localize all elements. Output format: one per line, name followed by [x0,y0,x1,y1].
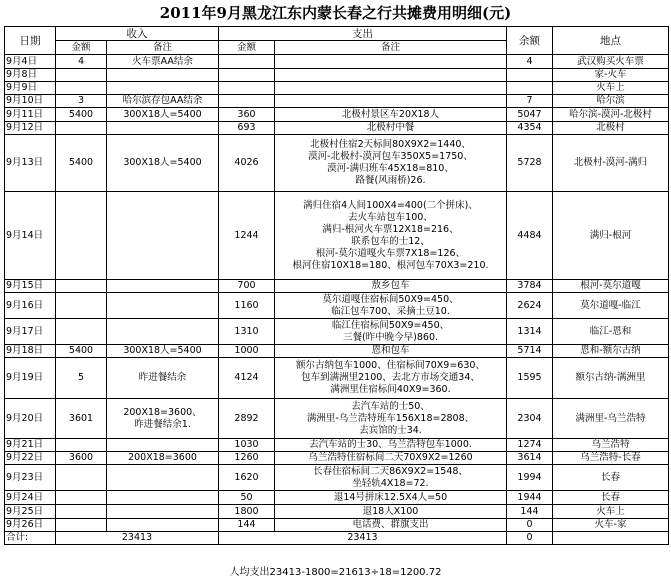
totals-balance: 0 [507,532,553,545]
row-place: 满洲里-乌兰浩特 [553,399,669,439]
row-expense-amount: 1620 [219,465,275,491]
row-date: 9月25日 [5,505,56,519]
row-date: 9月9日 [5,82,56,95]
row-balance: 2624 [507,293,553,319]
table-row [5,82,669,95]
row-income-note: 300X18人=5400 [107,135,219,192]
row-income-amount [56,192,107,280]
row-balance: 4 [507,55,553,69]
row-expense-note: 去汽车站的士50、 满洲里-乌兰浩特班车156X18=2808、 去宾馆的士34. [275,399,507,439]
row-date: 9月11日 [5,108,56,122]
row-balance [507,82,553,95]
row-place: 根河-莫尔道嘎 [553,280,669,293]
row-balance [507,69,553,82]
row-date: 9月21日 [5,439,56,452]
row-income-amount [56,122,107,135]
totals-income: 23413 [56,532,219,545]
row-income-amount [56,505,107,519]
row-expense-note [275,69,507,82]
row-expense-note: 去汽车站的士30、乌兰浩特包车1000. [275,439,507,452]
row-expense-amount: 1160 [219,293,275,319]
row-expense-note: 北极村住宿2天标间80X9X2=1440、 漠河-北极村-漠河包车350X5=1750、 漠河-满归班车45X18=810、 路餐(风雨桥)26. [275,135,507,192]
row-income-amount: 3 [56,95,107,108]
row-expense-amount [219,95,275,108]
row-expense-amount: 1000 [219,345,275,358]
totals-label: 合计: [5,532,56,545]
header-date: 日期 [5,27,56,55]
row-date: 9月17日 [5,319,56,345]
row-place: 家-火车 [553,69,669,82]
row-expense-note: 退14号拼床12.5X4人=50 [275,491,507,505]
row-date: 9月22日 [5,452,56,465]
row-place: 长春 [553,491,669,505]
row-date: 9月24日 [5,491,56,505]
header-expense: 支出 [219,27,507,41]
row-balance: 4484 [507,192,553,280]
row-expense-note: 长春住宿标间二天86X9X2=1548、 坐轻轨4X18=72. [275,465,507,491]
row-income-amount [56,293,107,319]
row-expense-amount: 1030 [219,439,275,452]
row-expense-amount [219,69,275,82]
table-row [5,505,669,519]
row-balance: 0 [507,519,553,532]
row-place: 额尔古纳-满洲里 [553,358,669,399]
table-row [5,465,669,491]
row-income-amount [56,82,107,95]
row-income-amount: 5 [56,358,107,399]
totals-place [553,532,669,545]
row-balance: 3784 [507,280,553,293]
row-income-amount [56,491,107,505]
header-place: 地点 [553,27,669,55]
table-row [5,439,669,452]
row-balance: 3614 [507,452,553,465]
row-income-note [107,122,219,135]
row-place: 乌兰浩特 [553,439,669,452]
table-row [5,280,669,293]
row-expense-amount: 693 [219,122,275,135]
row-date: 9月15日 [5,280,56,293]
row-place: 临江-恩和 [553,319,669,345]
row-income-amount [56,439,107,452]
row-date: 9月20日 [5,399,56,439]
row-income-amount: 5400 [56,108,107,122]
table-row [5,345,669,358]
header-expense-note: 备注 [275,41,507,55]
row-income-amount [56,519,107,532]
table-row [5,491,669,505]
row-balance: 1994 [507,465,553,491]
row-income-note: 300X18人=5400 [107,345,219,358]
row-expense-amount: 144 [219,519,275,532]
row-date: 9月14日 [5,192,56,280]
table-row [5,519,669,532]
row-expense-note: 北极村景区车20X18人 [275,108,507,122]
row-expense-note: 电话费、群旗支出 [275,519,507,532]
row-expense-amount: 1260 [219,452,275,465]
row-balance: 5728 [507,135,553,192]
row-place: 哈尔滨-漠河-北极村 [553,108,669,122]
table-row [5,293,669,319]
header-income: 收入 [56,27,219,41]
row-date: 9月23日 [5,465,56,491]
row-date: 9月12日 [5,122,56,135]
row-expense-note [275,82,507,95]
row-place: 武汉购买火车票 [553,55,669,69]
row-place: 哈尔滨 [553,95,669,108]
row-income-note [107,69,219,82]
row-expense-note: 莫尔道嘎住宿标间50X9=450、 临江包车700、采摘土豆10. [275,293,507,319]
row-place: 火车-家 [553,519,669,532]
row-income-note [107,465,219,491]
row-place: 北极村-漠河-满归 [553,135,669,192]
row-income-note [107,439,219,452]
row-expense-note: 乌兰浩特住宿标间二天70X9X2=1260 [275,452,507,465]
header-expense-amount: 金额 [219,41,275,55]
row-income-note [107,192,219,280]
row-income-amount: 3601 [56,399,107,439]
row-income-amount: 5400 [56,345,107,358]
row-income-note [107,519,219,532]
row-expense-amount: 1244 [219,192,275,280]
table-row [5,319,669,345]
row-balance: 7 [507,95,553,108]
row-expense-note: 额尔古纳包车1000、住宿标间70X9=630、 包车到满洲里2100、去北方市场交通34、 满洲里住宿标间40X9=360. [275,358,507,399]
row-income-note: 200X18=3600 [107,452,219,465]
row-place: 火车上 [553,505,669,519]
row-income-note: 哈尔滨存包AA结余 [107,95,219,108]
row-balance: 5714 [507,345,553,358]
row-date: 9月10日 [5,95,56,108]
row-expense-amount: 700 [219,280,275,293]
row-place: 长春 [553,465,669,491]
row-income-note [107,293,219,319]
row-date: 9月19日 [5,358,56,399]
row-income-note [107,319,219,345]
row-expense-amount [219,55,275,69]
row-income-note [107,280,219,293]
table-row [5,69,669,82]
row-balance: 4354 [507,122,553,135]
row-expense-note: 敖乡包车 [275,280,507,293]
row-income-amount: 3600 [56,452,107,465]
row-balance: 1944 [507,491,553,505]
row-balance: 2304 [507,399,553,439]
row-income-note: 火车票AA结余 [107,55,219,69]
row-place: 莫尔道嘎-临江 [553,293,669,319]
row-income-note [107,82,219,95]
row-income-amount: 5400 [56,135,107,192]
table-row [5,122,669,135]
table-row [5,108,669,122]
row-expense-note: 恩和包车 [275,345,507,358]
table-row [5,358,669,399]
row-place: 恩和-额尔古纳 [553,345,669,358]
row-income-note: 200X18=3600、 昨进餐结余1. [107,399,219,439]
row-balance: 1314 [507,319,553,345]
row-balance: 5047 [507,108,553,122]
table-row [5,452,669,465]
per-person-summary: 人均支出23413-1800=21613÷18=1200.72 [229,567,442,578]
row-balance: 1274 [507,439,553,452]
row-expense-amount: 2892 [219,399,275,439]
row-date: 9月4日 [5,55,56,69]
row-place: 北极村 [553,122,669,135]
row-income-amount [56,319,107,345]
expense-table [4,26,669,545]
totals-row [5,532,669,545]
row-expense-amount: 1800 [219,505,275,519]
table-row [5,95,669,108]
row-expense-amount: 4124 [219,358,275,399]
page-title: 2011年9月黑龙江东内蒙长春之行共摊费用明细(元) [159,4,512,22]
table-row [5,55,669,69]
row-expense-amount: 1310 [219,319,275,345]
row-expense-note: 北极村中餐 [275,122,507,135]
row-income-note [107,491,219,505]
row-date: 9月13日 [5,135,56,192]
row-income-note: 昨进餐结余 [107,358,219,399]
row-expense-amount: 360 [219,108,275,122]
header-row-top [5,27,669,41]
header-balance: 余额 [507,27,553,55]
header-income-note: 备注 [107,41,219,55]
row-balance: 1595 [507,358,553,399]
row-place: 满归-根河 [553,192,669,280]
row-income-note [107,505,219,519]
row-expense-amount: 50 [219,491,275,505]
row-income-amount [56,69,107,82]
totals-expense: 23413 [219,532,507,545]
row-date: 9月8日 [5,69,56,82]
row-expense-note: 退18人X100 [275,505,507,519]
row-expense-note: 临江住宿标间50X9=450、 三餐(昨中晚今早)860. [275,319,507,345]
expense-rows [5,55,669,532]
row-expense-note: 满归住宿4人间100X4=400(二个拼床)、 去火车站包车100、 满归-根河火车票12X18=216、 联系包车的士12、 根河-莫尔道嘎火车票7X18=126、 根河住宿10X18=180、根河包车70X3=210. [275,192,507,280]
row-date: 9月16日 [5,293,56,319]
row-place: 火车上 [553,82,669,95]
table-row [5,135,669,192]
row-place: 乌兰浩特-长春 [553,452,669,465]
row-income-amount [56,465,107,491]
table-row [5,192,669,280]
table-row [5,399,669,439]
row-expense-note [275,95,507,108]
row-expense-note [275,55,507,69]
row-expense-amount: 4026 [219,135,275,192]
header-income-amount: 金额 [56,41,107,55]
row-date: 9月18日 [5,345,56,358]
row-income-note: 300X18人=5400 [107,108,219,122]
row-balance: 144 [507,505,553,519]
row-income-amount: 4 [56,55,107,69]
row-income-amount [56,280,107,293]
row-date: 9月26日 [5,519,56,532]
row-expense-amount [219,82,275,95]
